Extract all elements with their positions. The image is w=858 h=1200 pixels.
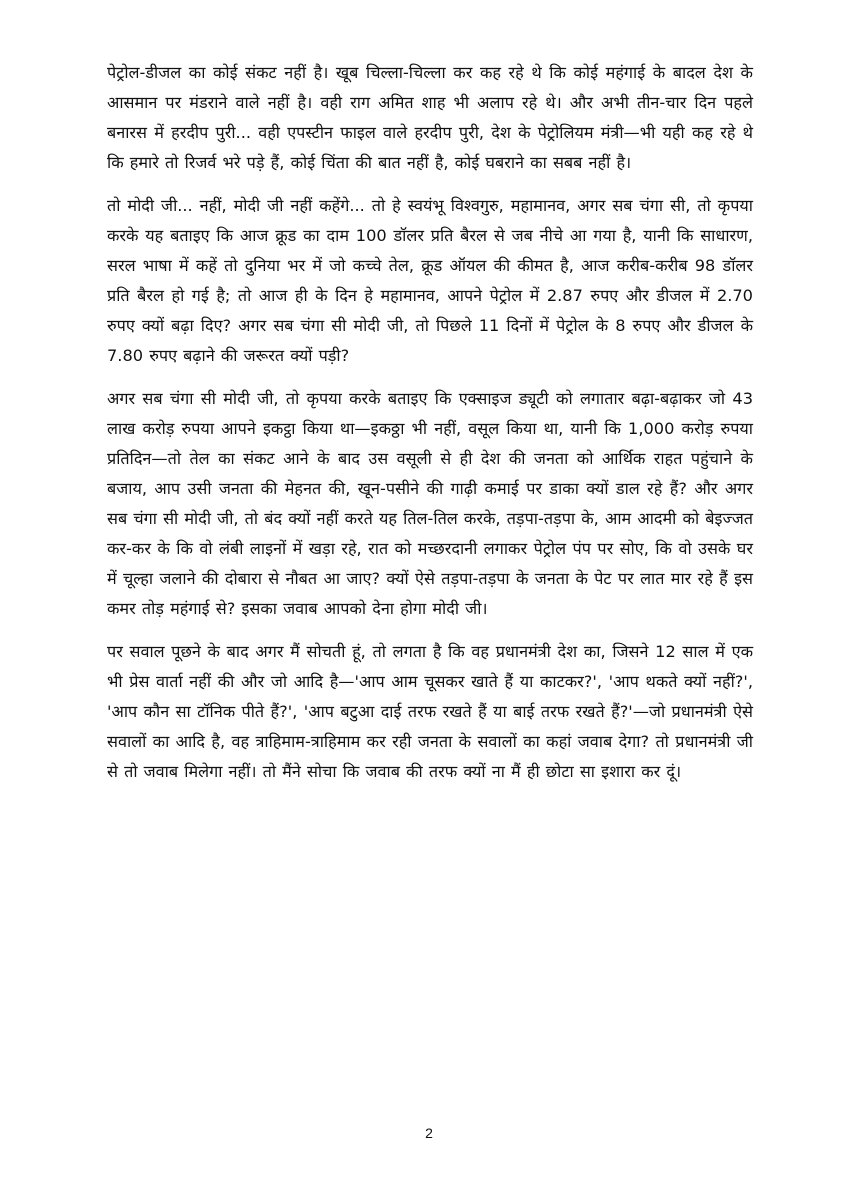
document-body bbox=[107, 58, 753, 800]
paragraph-1: पेट्रोल-डीजल का कोई संकट नहीं है। खूब चिल्ला-चिल्ला कर कह रहे थे कि कोई महंगाई के बादल देश के आसमान पर मंडराने वाले नहीं है। वही राग अमित शाह भी अलाप रहे थे। और अभी तीन-चार दिन पहले बनारस में हरदीप पुरी... वही एपस्टीन फाइल वाले हरदीप पुरी, देश के पेट्रोलियम मंत्री—भी यही कह रहे थे कि हमारे तो रिजर्व भरे पड़े हैं, कोई चिंता की बात नहीं है, कोई घबराने का सबब नहीं है। bbox=[107, 63, 753, 172]
paragraph-3: अगर सब चंगा सी मोदी जी, तो कृपया करके बताइए कि एक्साइज ड्यूटी को लगातार बढ़ा-बढ़ाकर जो 43 लाख करोड़ रुपया आपने इकट्ठा किया था—इकठ्ठा भी नहीं, वसूल किया था, यानी कि 1,000 करोड़ रुपया प्रतिदिन—तो तेल का संकट आने के बाद उस वसूली से ही देश की जनता को आर्थिक राहत पहुंचाने के बजाय, आप उसी जनता की मेहनत की, खून-पसीने की गाढ़ी कमाई पर डाका क्यों डाल रहे हैं? और अगर सब चंगा सी मोदी जी, तो बंद क्यों नहीं करते यह तिल-तिल करके, तड़पा-तड़पा के, आम आदमी को बेइज्जत कर-कर के कि वो लंबी लाइनों में खड़ा रहे, रात को मच्छरदानी लगाकर पेट्रोल पंप पर सोए, कि वो उसके घर में चूल्हा जलाने की दोबारा से नौबत आ जाए? क्यों ऐसे तड़पा-तड़पा के जनता के पेट पर लात मार रहे हैं इस कमर तोड़ महंगाई से? इसका जवाब आपको देना होगा मोदी जी। bbox=[107, 389, 753, 618]
paragraph-2: तो मोदी जी... नहीं, मोदी जी नहीं कहेंगे... तो हे स्वयंभू विश्वगुरु, महामानव, अगर सब चंगा सी, तो कृपया करके यह बताइए कि आज क्रूड का दाम 100 डॉलर प्रति बैरल से जब नीचे आ गया है, यानी कि साधारण, सरल भाषा में कहें तो दुनिया भर में जो कच्चे तेल, क्रूड ऑयल की कीमत है, आज करीब-करीब 98 डॉलर प्रति बैरल हो गई है; तो आज ही के दिन हे महामानव, आपने पेट्रोल में 2.87 रुपए और डीजल में 2.70 रुपए क्यों बढ़ा दिए? अगर सब चंगा सी मोदी जी, तो पिछले 11 दिनों में पेट्रोल के 8 रुपए और डीजल के 7.80 रुपए बढ़ाने की जरूरत क्यों पड़ी? bbox=[107, 196, 753, 365]
paragraph-4: पर सवाल पूछने के बाद अगर मैं सोचती हूं, तो लगता है कि वह प्रधानमंत्री देश का, जिसने 12 साल में एक भी प्रेस वार्ता नहीं की और जो आदि है—'आप आम चूसकर खाते हैं या काटकर?', 'आप थकते क्यों नहीं?', 'आप कौन सा टॉनिक पीते हैं?', 'आप बटुआ दाई तरफ रखते हैं या बाई तरफ रखते हैं?'—जो प्रधानमंत्री ऐसे सवालों का आदि है, वह त्राहिमाम-त्राहिमाम कर रही जनता के सवालों का कहां जवाब देगा? तो प्रधानमंत्री जी से तो जवाब मिलेगा नहीं। तो मैंने सोचा कि जवाब की तरफ क्यों ना मैं ही छोटा सा इशारा कर दूं। bbox=[107, 642, 753, 781]
page-number: 2 bbox=[425, 1125, 433, 1141]
